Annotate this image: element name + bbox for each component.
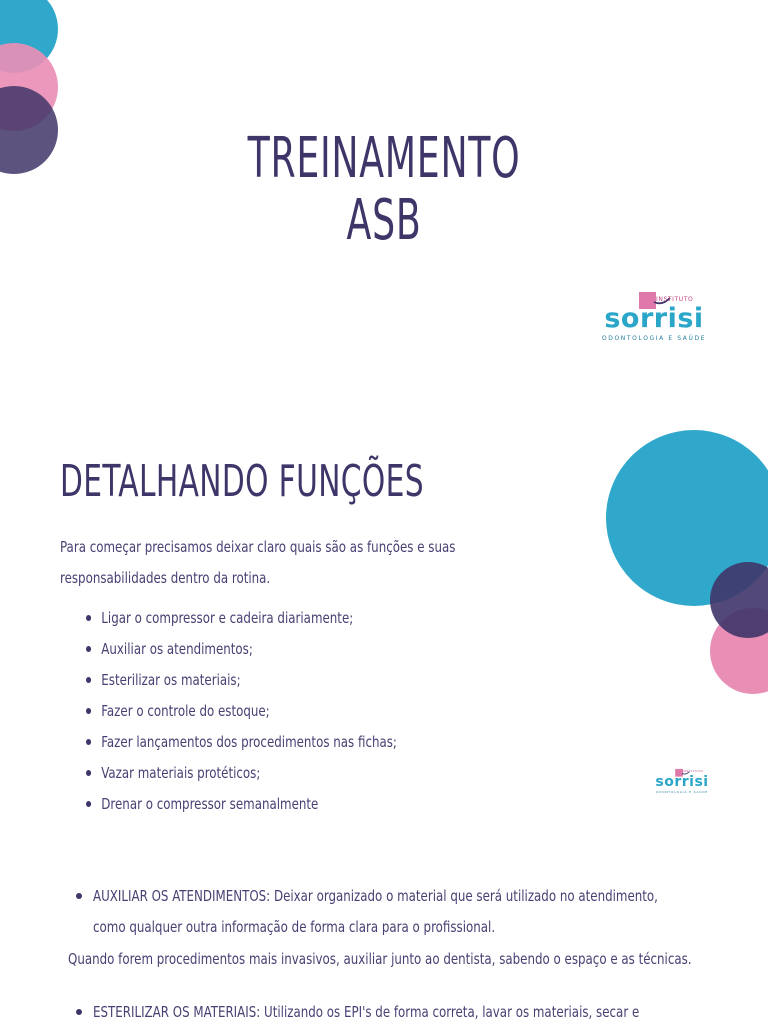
logo-small: [652, 768, 712, 794]
aux-line-1: AUXILIAR OS ATENDIMENTOS: Deixar organizado o material que será utilizado no atendimento,: [93, 887, 658, 905]
title-line-2: ASB: [346, 188, 422, 253]
list-item: Auxiliar os atendimentos;: [86, 634, 397, 665]
list-item: Drenar o compressor semanalmente: [86, 789, 397, 820]
list-item: Vazar materiais protéticos;: [86, 758, 397, 789]
title-line-1: TREINAMENTO: [247, 126, 521, 191]
bullet-ester: [76, 1009, 82, 1015]
logo-small-subtitle: ODONTOLOGIA E SAÚDE: [655, 790, 709, 794]
section-intro: [60, 532, 587, 594]
duties-list: [86, 603, 452, 820]
intro-line-1: Para começar precisamos deixar claro quais são as funções e suas: [60, 538, 456, 556]
logo-institute-text: INSTITUTO: [656, 296, 694, 303]
bullet-aux: [76, 893, 82, 899]
list-item: Esterilizar os materiais;: [86, 665, 397, 696]
logo-large: [596, 290, 712, 342]
aux-line-3: Quando forem procedimentos mais invasivos, auxiliar junto ao dentista, sabendo o espaço e as técnicas.: [68, 950, 692, 968]
intro-line-2: responsabilidades dentro da rotina.: [60, 569, 271, 587]
logo-subtitle: ODONTOLOGIA E SAÚDE: [601, 335, 707, 342]
page-title: [108, 128, 661, 252]
aux-line-2: como qualquer outra informação de forma clara para o profissional.: [93, 918, 496, 936]
list-item: Fazer o controle do estoque;: [86, 696, 397, 727]
section-heading: DETALHANDO FUNÇÕES: [60, 456, 425, 507]
logo-small-wordmark: sorrisi: [655, 774, 709, 790]
logo-small-institute-text: INSTITUTO: [682, 769, 704, 773]
logo-wordmark: sorrisi: [604, 303, 704, 334]
list-item: Fazer lançamentos dos procedimentos nas fichas;: [86, 727, 397, 758]
ester-line-1: ESTERILIZAR OS MATERIAIS: Utilizando os EPI's de forma correta, lavar os materiais, secar e: [93, 1003, 640, 1021]
list-item: Ligar o compressor e cadeira diariamente;: [86, 603, 397, 634]
